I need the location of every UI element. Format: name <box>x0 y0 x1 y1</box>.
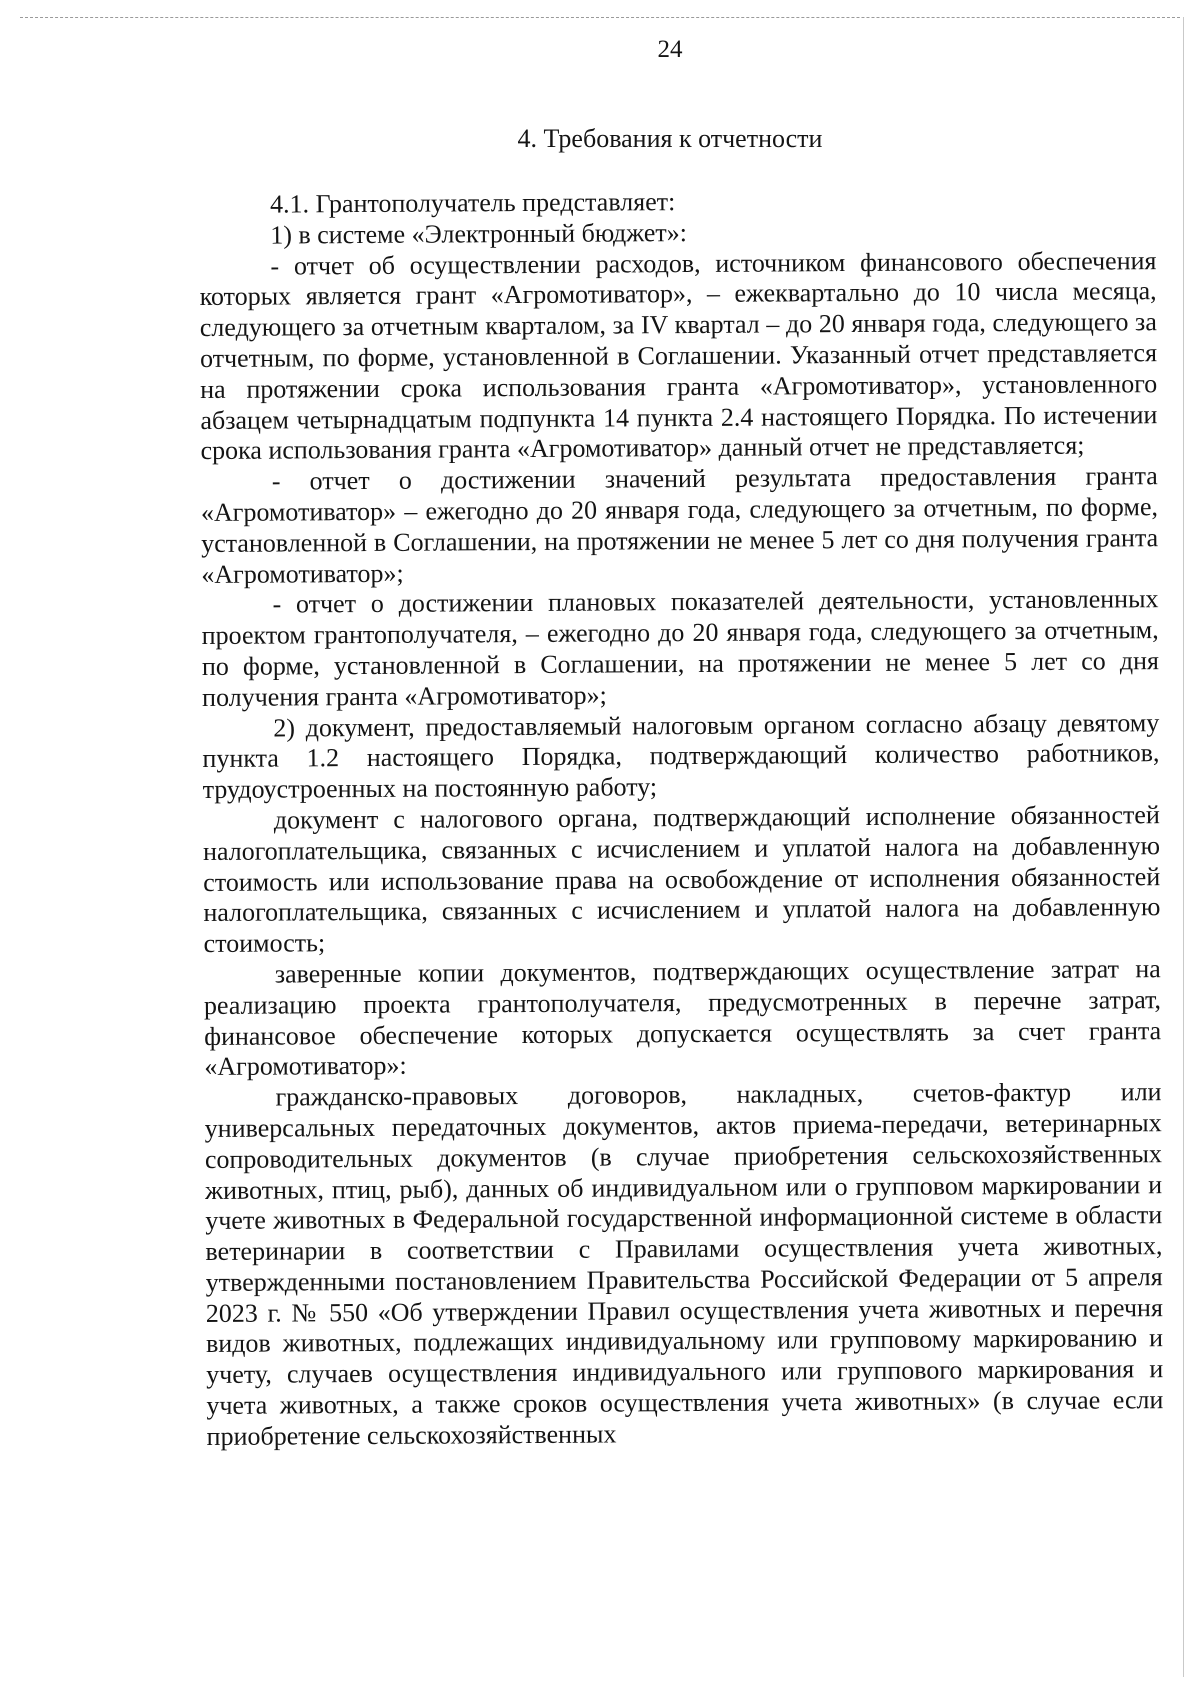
scan-top-border <box>20 17 1180 18</box>
paragraph-result-report: - отчет о достижении значений результата предоставления гранта «Агромотиватор» – ежегодно до 20 января года, следующего за отчетным, по форме, установленной в Соглашении, на протяжении не менее 5 лет со дня получения гранта «Агромотиватор»; <box>200 461 1159 589</box>
paragraph-indicators-report: - отчет о достижении плановых показателей деятельности, установленных проектом грантополучателя, – ежегодно до 20 января года, следующего за отчетным, по форме, установленной в Соглашении, на протяжении не менее 5 лет со дня получения гранта «Агромотиватор»; <box>201 584 1159 712</box>
paragraph-electronic-budget: 1) в системе «Электронный бюджет»: <box>270 217 688 250</box>
body-text <box>199 184 1164 1452</box>
page-number: 24 <box>657 36 683 63</box>
paragraph-tax-document: 2) документ, предоставляемый налоговым органом согласно абзацу девятому пункта 1.2 настоящего Порядка, подтверждающий количество работников, трудоустроенных на постоянную работу; <box>202 707 1160 805</box>
paragraph-expense-report: - отчет об осуществлении расходов, источником финансового обеспечения которых является грант «Агромотиватор», – ежеквартально до 10 числа месяца, следующего за отчетным кварталом, за IV квартал – до 20 января года, следующего за отчетным, по форме, установленной в Соглашении. Указанный отчет представляется на протяжении срока использования гранта «Агромотиватор», установленного абзацем четырнадцатым подпункта 14 пункта 2.4 настоящего Порядка. По истечении срока использования гранта «Агромотиватор» данный отчет не представляется; <box>199 245 1158 466</box>
section-title: 4. Требования к отчетности <box>517 124 823 153</box>
paragraph-vat-document: документ с налогового органа, подтверждающий исполнение обязанностей налогоплательщика, связанных с исчислением и уплатой налога на добавленную стоимость или использование права на освобождение от исполнения обязанностей налогоплательщика, связанных с исчислением и уплатой налога на добавленную стоимость; <box>202 800 1161 959</box>
paragraph-contracts-list: гражданско-правовых договоров, накладных, счетов-фактур или универсальных передаточных документов, актов приема-передачи, ветеринарных сопроводительных документов (в случае приобретения сельскохозяйственных животных, птиц, рыб), данных об индивидуальном или о групповом маркировании и учете животных в Федеральной государственной информационной системе в области ветеринарии в соответствии с Правилами осуществления учета животных, утвержденными постановлением Правительства Российской Федерации от 5 апреля 2023 г. № 550 «Об утверждении Правил осуществления учета животных и перечня видов животных, подлежащих индивидуальному или групповому маркированию и учету, случаев осуществления индивидуального или группового маркирования и учета животных, а также сроков осуществления учета животных» (в случае если приобретение сельскохозяйственных <box>204 1077 1164 1451</box>
scan-right-border <box>1183 17 1184 1677</box>
paragraph-expense-copies: заверенные копии документов, подтверждающих осуществление затрат на реализацию проекта грантополучателя, предусмотренных в перечне затрат, финансовое обеспечение которых допускается осуществлять за счет гранта «Агромотиватор»: <box>203 954 1162 1082</box>
paragraph-4-1-intro: 4.1. Грантополучатель представляет: <box>269 187 676 219</box>
